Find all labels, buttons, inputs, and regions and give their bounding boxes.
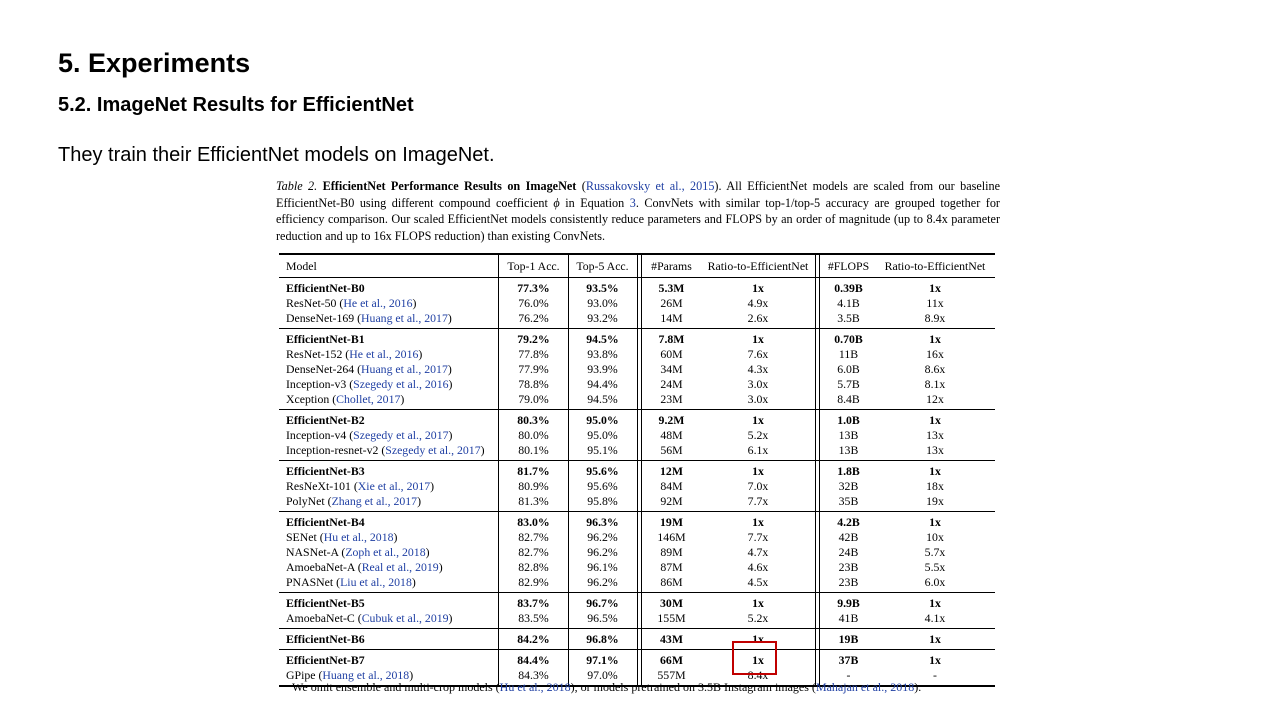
top1-cell: 82.7% (518, 545, 549, 559)
params-ratio-cell: 4.6x (747, 560, 769, 574)
params-cell: 557M (657, 668, 686, 682)
params-ratio-cell: 7.6x (747, 347, 769, 361)
top5-cell: 95.6% (586, 464, 619, 478)
top1-cell: 76.0% (518, 296, 549, 310)
model-name: ResNet-50 (286, 296, 337, 310)
flops-ratio-cell: 12x (926, 392, 944, 406)
top5-cell: 96.3% (586, 515, 619, 529)
model-cell: DenseNet-169 (Huang et al., 2017) (286, 311, 452, 325)
top5-cell: 93.9% (587, 362, 618, 376)
top1-cell: 80.9% (518, 479, 549, 493)
params-ratio-cell: 5.2x (747, 611, 769, 625)
flops-ratio-cell: 19x (926, 494, 944, 508)
caption-title: EfficientNet Performance Results on ImageNet (322, 179, 577, 193)
flops-cell: 24B (838, 545, 859, 559)
model-cell: Inception-resnet-v2 (Szegedy et al., 2017) (286, 443, 485, 457)
results-table (279, 253, 995, 687)
top1-cell: 76.2% (518, 311, 549, 325)
params-cell: 23M (660, 392, 683, 406)
top5-cell: 96.2% (587, 575, 618, 589)
flops-cell: - (846, 668, 851, 682)
model-cell: NASNet-A (Zoph et al., 2018) (286, 545, 430, 559)
params-ratio-cell: 1x (752, 332, 764, 346)
model-citation[interactable]: Szegedy et al., 2016 (353, 377, 449, 391)
flops-ratio-cell: 1x (929, 515, 941, 529)
flops-cell: 42B (838, 530, 859, 544)
top1-cell: 81.7% (517, 464, 550, 478)
params-cell: 24M (660, 377, 683, 391)
flops-ratio-cell: 1x (929, 596, 941, 610)
params-ratio-cell: 3.0x (747, 392, 769, 406)
params-cell: 60M (660, 347, 683, 361)
model-cell: GPipe (Huang et al., 2018) (286, 668, 414, 682)
header-top1: Top-1 Acc. (507, 259, 560, 273)
top5-cell: 95.0% (587, 428, 618, 442)
top1-cell: 83.5% (518, 611, 549, 625)
top5-cell: 97.0% (587, 668, 618, 682)
header-model: Model (286, 259, 317, 273)
model-name: EfficientNet-B2 (286, 413, 365, 427)
model-citation[interactable]: Cubuk et al., 2019 (361, 611, 449, 625)
flops-cell: 23B (838, 560, 859, 574)
flops-ratio-cell: 6.0x (924, 575, 946, 589)
top1-cell: 78.8% (518, 377, 549, 391)
model-citation[interactable]: Real et al., 2019 (361, 560, 439, 574)
model-name: SENet (286, 530, 317, 544)
model-cell (286, 632, 365, 647)
footnote-text-3: ). (914, 680, 922, 694)
flops-ratio-cell: 1x (929, 413, 941, 427)
model-cell: SENet (Hu et al., 2018) (286, 530, 398, 544)
model-name: Inception-resnet-v2 (286, 443, 379, 457)
flops-ratio-cell: 13x (926, 443, 944, 457)
params-cell: 66M (660, 653, 683, 667)
flops-cell: 23B (838, 575, 859, 589)
params-cell: 5.3M (658, 281, 685, 295)
params-cell: 48M (660, 428, 683, 442)
flops-cell: 8.4B (837, 392, 860, 406)
model-citation[interactable]: He et al., 2016 (349, 347, 419, 361)
params-cell: 34M (660, 362, 683, 376)
top5-cell: 93.5% (586, 281, 619, 295)
flops-cell: 6.0B (837, 362, 860, 376)
model-name: Inception-v4 (286, 428, 347, 442)
model-cell (286, 515, 365, 530)
model-name: NASNet-A (286, 545, 339, 559)
model-cell: PNASNet (Liu et al., 2018) (286, 575, 416, 589)
top5-cell: 96.8% (586, 632, 619, 646)
params-ratio-cell: 1x (752, 281, 764, 295)
top1-cell: 82.7% (518, 530, 549, 544)
model-citation[interactable]: Zoph et al., 2018 (345, 545, 426, 559)
top1-cell: 80.0% (518, 428, 549, 442)
header-params-ratio: Ratio-to-EfficientNet (707, 259, 809, 273)
flops-cell: 3.5B (837, 311, 860, 325)
top5-cell: 95.6% (587, 479, 618, 493)
flops-cell: 9.9B (837, 596, 860, 610)
flops-ratio-cell: - (933, 668, 937, 682)
caption-citation[interactable]: Russakovsky et al., 2015 (585, 179, 715, 193)
top5-cell: 95.8% (587, 494, 618, 508)
params-ratio-cell: 4.7x (747, 545, 769, 559)
flops-ratio-cell: 4.1x (924, 611, 946, 625)
model-cell: ResNeXt-101 (Xie et al., 2017) (286, 479, 435, 493)
top1-cell: 82.9% (518, 575, 549, 589)
flops-ratio-cell: 1x (929, 281, 941, 295)
model-name: EfficientNet-B3 (286, 464, 365, 478)
model-name: DenseNet-169 (286, 311, 355, 325)
flops-cell: 1.8B (837, 464, 860, 478)
top1-cell: 83.7% (517, 596, 550, 610)
top1-cell: 83.0% (517, 515, 550, 529)
footnote-text-1: We omit ensemble and multi-crop models ( (292, 680, 500, 694)
params-ratio-cell: 2.6x (747, 311, 769, 325)
model-cell: DenseNet-264 (Huang et al., 2017) (286, 362, 452, 376)
top1-cell: 81.3% (518, 494, 549, 508)
model-citation[interactable]: Chollet, 2017 (336, 392, 401, 406)
flops-ratio-cell: 5.5x (924, 560, 946, 574)
flops-ratio-cell: 1x (929, 653, 941, 667)
table-caption: Table 2. EfficientNet Performance Results on ImageNet (Russakovsky et al., 2015). All EfficientNet models are scaled from our baseline EfficientNet-B0 using different compound coefficient ϕ in Equation 3. ConvNets with similar top-1/top-5 accuracy are grouped together for efficiency comparison. Our scaled EfficientNet models consistently reduce parameters and FLOPS by an order of magnitude (up to 8.4x parameter reduction and up to 16x FLOPS reduction) than existing ConvNets. (276, 179, 1001, 243)
footnote-citation-1[interactable]: Hu et al., 2018 (499, 680, 571, 694)
flops-ratio-cell: 10x (926, 530, 944, 544)
header-flops: #FLOPS (827, 259, 870, 273)
model-cell (286, 596, 365, 611)
params-cell: 86M (660, 575, 683, 589)
model-name: Xception (286, 392, 330, 406)
flops-cell: 37B (838, 653, 859, 667)
top1-cell: 79.2% (517, 332, 550, 346)
model-name: GPipe (286, 668, 316, 682)
params-cell: 89M (660, 545, 683, 559)
params-cell: 26M (660, 296, 683, 310)
flops-cell: 13B (838, 428, 859, 442)
top1-cell: 80.1% (518, 443, 549, 457)
top5-cell: 96.2% (587, 545, 618, 559)
top5-cell: 94.4% (587, 377, 618, 391)
flops-cell: 41B (838, 611, 859, 625)
flops-ratio-cell: 13x (926, 428, 944, 442)
params-ratio-cell: 1x (752, 464, 764, 478)
top1-cell: 84.4% (517, 653, 550, 667)
model-cell: Xception (Chollet, 2017) (286, 392, 405, 406)
model-citation[interactable]: Huang et al., 2018 (322, 668, 410, 682)
footnote-citation-2[interactable]: Mahajan et al., 2018 (815, 680, 915, 694)
flops-cell: 35B (838, 494, 859, 508)
top5-cell: 93.8% (587, 347, 618, 361)
params-cell: 30M (660, 596, 683, 610)
model-cell (286, 464, 365, 479)
model-name: EfficientNet-B7 (286, 653, 365, 667)
caption-text-3: . ConvNets with similar top-1/top-5 accuracy are grouped together for efficiency comparison. Our scaled EfficientNet models consistently reduce parameters and FLOPS by an order of magnitude (up to 8.4x parameter reduction and up to 16x FLOPS reduction) than existing ConvNets. (276, 195, 1000, 243)
model-cell (286, 653, 365, 668)
top5-cell: 96.2% (587, 530, 618, 544)
params-ratio-cell: 4.5x (747, 575, 769, 589)
params-cell: 155M (657, 611, 686, 625)
slide-subheading: 5.2. ImageNet Results for EfficientNet (58, 94, 414, 116)
params-cell: 14M (660, 311, 683, 325)
model-cell: AmoebaNet-C (Cubuk et al., 2019) (286, 611, 453, 625)
model-name: EfficientNet-B5 (286, 596, 365, 610)
top5-cell: 94.5% (586, 332, 619, 346)
top5-cell: 93.0% (587, 296, 618, 310)
params-ratio-cell: 7.0x (747, 479, 769, 493)
params-cell: 43M (660, 632, 683, 646)
top5-cell: 95.1% (587, 443, 618, 457)
slide-heading: 5. Experiments (58, 48, 251, 78)
model-name: EfficientNet-B0 (286, 281, 365, 295)
flops-cell: 1.0B (837, 413, 860, 427)
model-cell (286, 281, 365, 296)
flops-ratio-cell: 1x (929, 332, 941, 346)
model-name: AmoebaNet-C (286, 611, 355, 625)
flops-cell: 11B (838, 347, 859, 361)
model-name: ResNet-152 (286, 347, 343, 361)
params-ratio-cell: 6.1x (747, 443, 769, 457)
model-cell: ResNet-50 (He et al., 2016) (286, 296, 417, 310)
model-cell: AmoebaNet-A (Real et al., 2019) (286, 560, 443, 574)
header-top5: Top-5 Acc. (576, 259, 629, 273)
params-ratio-cell: 7.7x (747, 494, 769, 508)
model-citation[interactable]: Zhang et al., 2017 (331, 494, 418, 508)
params-ratio-cell: 1x (752, 653, 764, 667)
params-ratio-cell: 1x (752, 632, 764, 646)
params-cell: 92M (660, 494, 683, 508)
params-ratio-cell: 4.3x (747, 362, 769, 376)
top5-cell: 96.5% (587, 611, 618, 625)
model-name: PNASNet (286, 575, 334, 589)
model-citation[interactable]: Huang et al., 2017 (361, 311, 448, 325)
model-name: AmoebaNet-A (286, 560, 355, 574)
params-ratio-cell: 1x (752, 596, 764, 610)
flops-ratio-cell: 8.9x (924, 311, 946, 325)
flops-ratio-cell: 16x (926, 347, 944, 361)
model-cell (286, 413, 365, 428)
model-name: PolyNet (286, 494, 325, 508)
model-citation[interactable]: He et al., 2016 (343, 296, 413, 310)
footnote-text-2: ), or models pretrained on 3.5B Instagram images ( (570, 680, 816, 694)
caption-phi: ϕ (553, 195, 560, 210)
highlight-box (732, 641, 777, 675)
top1-cell: 77.9% (518, 362, 549, 376)
caption-equation-link[interactable]: 3 (629, 195, 636, 210)
flops-cell: 32B (838, 479, 859, 493)
params-cell: 87M (660, 560, 683, 574)
params-ratio-cell: 1x (752, 515, 764, 529)
params-cell: 19M (660, 515, 683, 529)
model-name: EfficientNet-B6 (286, 632, 365, 646)
top5-cell: 94.5% (587, 392, 618, 406)
flops-cell: 4.1B (837, 296, 860, 310)
model-cell (286, 332, 365, 347)
flops-ratio-cell: 8.1x (924, 377, 946, 391)
params-ratio-cell: 7.7x (747, 530, 769, 544)
params-ratio-cell: 4.9x (747, 296, 769, 310)
model-cell: PolyNet (Zhang et al., 2017) (286, 494, 422, 508)
flops-ratio-cell: 18x (926, 479, 944, 493)
model-citation[interactable]: Xie et al., 2017 (357, 479, 431, 493)
model-citation[interactable]: Liu et al., 2018 (340, 575, 412, 589)
top1-cell: 82.8% (518, 560, 549, 574)
params-cell: 12M (660, 464, 683, 478)
flops-cell: 0.70B (834, 332, 863, 346)
flops-ratio-cell: 8.6x (924, 362, 946, 376)
model-citation[interactable]: Hu et al., 2018 (323, 530, 394, 544)
flops-cell: 0.39B (834, 281, 863, 295)
top1-cell: 77.8% (518, 347, 549, 361)
table-footnote (292, 680, 921, 695)
model-cell: Inception-v4 (Szegedy et al., 2017) (286, 428, 453, 442)
params-ratio-cell: 1x (752, 413, 764, 427)
model-cell: Inception-v3 (Szegedy et al., 2016) (286, 377, 453, 391)
top1-cell: 84.3% (518, 668, 549, 682)
model-name: ResNeXt-101 (286, 479, 351, 493)
top1-cell: 77.3% (517, 281, 550, 295)
caption-label: Table 2. (276, 179, 318, 193)
header-flops-ratio: Ratio-to-EfficientNet (884, 259, 986, 273)
caption-text-2: in Equation (559, 195, 630, 210)
flops-cell: 4.2B (837, 515, 860, 529)
model-name: Inception-v3 (286, 377, 347, 391)
model-cell: ResNet-152 (He et al., 2016) (286, 347, 423, 361)
flops-cell: 19B (838, 632, 859, 646)
model-name: EfficientNet-B4 (286, 515, 365, 529)
model-citation[interactable]: Szegedy et al., 2017 (385, 443, 481, 457)
caption-text-1: All EfficientNet models are scaled from our baseline EfficientNet-B0 using different compound coefficient (276, 179, 1001, 210)
top5-cell: 95.0% (586, 413, 619, 427)
model-name: DenseNet-264 (286, 362, 355, 376)
top5-cell: 96.7% (586, 596, 619, 610)
flops-ratio-cell: 11x (926, 296, 944, 310)
params-ratio-cell: 8.4x (747, 668, 769, 682)
top1-cell: 79.0% (518, 392, 549, 406)
params-cell: 146M (657, 530, 686, 544)
params-cell: 7.8M (658, 332, 685, 346)
flops-ratio-cell: 1x (929, 464, 941, 478)
params-ratio-cell: 5.2x (747, 428, 769, 442)
top1-cell: 80.3% (517, 413, 550, 427)
model-citation[interactable]: Szegedy et al., 2017 (353, 428, 449, 442)
flops-cell: 5.7B (837, 377, 860, 391)
params-cell: 9.2M (658, 413, 685, 427)
top1-cell: 84.2% (517, 632, 550, 646)
slide-intro-text: They train their EfficientNet models on ImageNet. (58, 144, 495, 166)
params-cell: 56M (660, 443, 683, 457)
params-ratio-cell: 3.0x (747, 377, 769, 391)
top5-cell: 93.2% (587, 311, 618, 325)
header-params: #Params (651, 259, 692, 273)
model-name: EfficientNet-B1 (286, 332, 365, 346)
flops-ratio-cell: 1x (929, 632, 941, 646)
model-citation[interactable]: Huang et al., 2017 (361, 362, 448, 376)
top5-cell: 97.1% (586, 653, 619, 667)
flops-cell: 13B (838, 443, 859, 457)
top5-cell: 96.1% (587, 560, 618, 574)
flops-ratio-cell: 5.7x (924, 545, 946, 559)
params-cell: 84M (660, 479, 683, 493)
